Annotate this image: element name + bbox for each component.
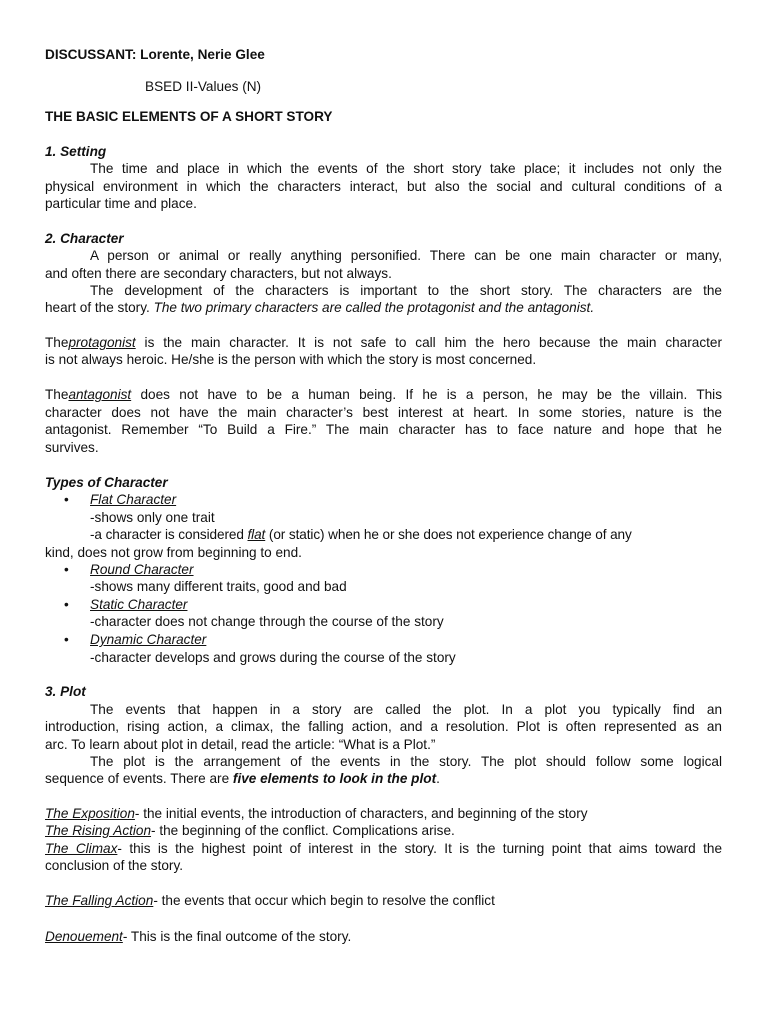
flat-term: flat: [247, 527, 266, 542]
dynamic-desc: -character develops and grows during the course of the story: [90, 650, 456, 665]
setting-line-1: The time and place in which the events of the short story take place; it includes not only the: [90, 161, 722, 176]
climax-line-1: [45, 840, 722, 857]
denouement-term: Denouement: [45, 929, 123, 944]
static-item: [64, 596, 187, 613]
climax-line-2: conclusion of the story.: [45, 858, 184, 873]
static-label: Static Character: [90, 597, 188, 612]
denouement-line: [45, 928, 351, 945]
falling-action-term: The Falling Action: [45, 893, 154, 908]
dynamic-label: Dynamic Character: [90, 632, 207, 647]
character-p2-italic: The two primary characters are called the protagonist and the antagonist.: [153, 300, 595, 315]
antagonist-line-2: character does not have the main character’s best interest at heart. In some stories, nature is the: [45, 405, 722, 420]
antagonist-pre: The: [45, 387, 69, 402]
plot-p2-bold: five elements to look in the plot: [232, 771, 437, 786]
denouement-desc: - This is the final outcome of the story.: [122, 929, 352, 944]
bullet: •: [64, 632, 69, 647]
protagonist-line-2: is not always heroic. He/she is the person with which the story is most concerned.: [45, 352, 537, 367]
character-p2-line-2: [45, 299, 594, 316]
setting-heading: 1. Setting: [45, 144, 107, 159]
dynamic-item: [64, 631, 206, 648]
plot-heading: 3. Plot: [45, 684, 86, 699]
character-p2-start: heart of the story.: [45, 300, 150, 315]
antagonist-rest: does not have to be a human being. If he is a person, he may be the villain. This: [140, 387, 722, 402]
flat-label: Flat Character: [90, 492, 177, 507]
antagonist-line-3: antagonist. Remember “To Build a Fire.” The main character has to face nature and hope that he: [45, 422, 722, 437]
document-title: THE BASIC ELEMENTS OF A SHORT STORY: [45, 109, 333, 124]
static-desc: -character does not change through the course of the story: [90, 614, 444, 629]
round-desc: -shows many different traits, good and bad: [90, 579, 347, 594]
protagonist-pre: The: [45, 335, 69, 350]
setting-line-3: particular time and place.: [45, 196, 197, 211]
setting-line-2: physical environment in which the characters interact, but also the social and cultural conditions of a: [45, 179, 722, 194]
plot-p1-line-2: introduction, rising action, a climax, the falling action, and a resolution. Plot is often represented as an: [45, 719, 722, 734]
climax-desc: - this is the highest point of interest in the story. It is the turning point that aims toward the: [117, 841, 722, 856]
falling-action-line: [45, 892, 495, 909]
climax-term: The Climax: [45, 841, 118, 856]
exposition-term: The Exposition: [45, 806, 135, 821]
rising-action-line: [45, 822, 455, 839]
plot-p2-start: sequence of events. There are: [45, 771, 230, 786]
round-label: Round Character: [90, 562, 194, 577]
types-heading: Types of Character: [45, 475, 168, 490]
flat-item: [64, 491, 176, 508]
discussant-line: [45, 46, 265, 63]
flat-desc-pre: -a character is considered: [90, 527, 244, 542]
plot-p2-line-2: [45, 770, 440, 787]
antagonist-term: antagonist: [68, 387, 132, 402]
antagonist-line-1: [45, 386, 722, 403]
character-p1-line-1: A person or animal or really anything personified. There can be one main character or many,: [90, 248, 722, 263]
bullet: •: [64, 562, 69, 577]
plot-p2-end: .: [436, 771, 440, 786]
plot-p1-line-3: arc. To learn about plot in detail, read the article: “What is a Plot.”: [45, 737, 436, 752]
discussant-label: DISCUSSANT:: [45, 47, 137, 62]
discussant-name: Lorente, Nerie Glee: [140, 47, 265, 62]
course-line: BSED II-Values (N): [145, 79, 262, 94]
flat-desc-2: [90, 526, 632, 543]
character-p1-line-2: and often there are secondary characters, but not always.: [45, 266, 392, 281]
rising-action-desc: - the beginning of the conflict. Complications arise.: [151, 823, 455, 838]
exposition-line: [45, 805, 588, 822]
bullet: •: [64, 597, 69, 612]
flat-desc-3: kind, does not grow from beginning to end.: [45, 545, 302, 560]
exposition-desc: - the initial events, the introduction of characters, and beginning of the story: [134, 806, 588, 821]
bullet: •: [64, 492, 69, 507]
character-heading: 2. Character: [45, 231, 124, 246]
antagonist-line-4: survives.: [45, 440, 99, 455]
protagonist-term: protagonist: [68, 335, 136, 350]
protagonist-line-1: [45, 334, 722, 351]
rising-action-term: The Rising Action: [45, 823, 152, 838]
protagonist-rest: is the main character. It is not safe to call him the hero because the main character: [144, 335, 722, 350]
falling-action-desc: - the events that occur which begin to resolve the conflict: [153, 893, 495, 908]
plot-p1-line-1: The events that happen in a story are called the plot. In a plot you typically find an: [90, 702, 722, 717]
plot-p2-line-1: The plot is the arrangement of the events in the story. The plot should follow some logical: [90, 754, 722, 769]
flat-desc-rest: (or static) when he or she does not experience change of any: [268, 527, 632, 542]
round-item: [64, 561, 194, 578]
character-p2-line-1: The development of the characters is important to the short story. The characters are the: [90, 283, 722, 298]
flat-desc-1: -shows only one trait: [90, 510, 215, 525]
